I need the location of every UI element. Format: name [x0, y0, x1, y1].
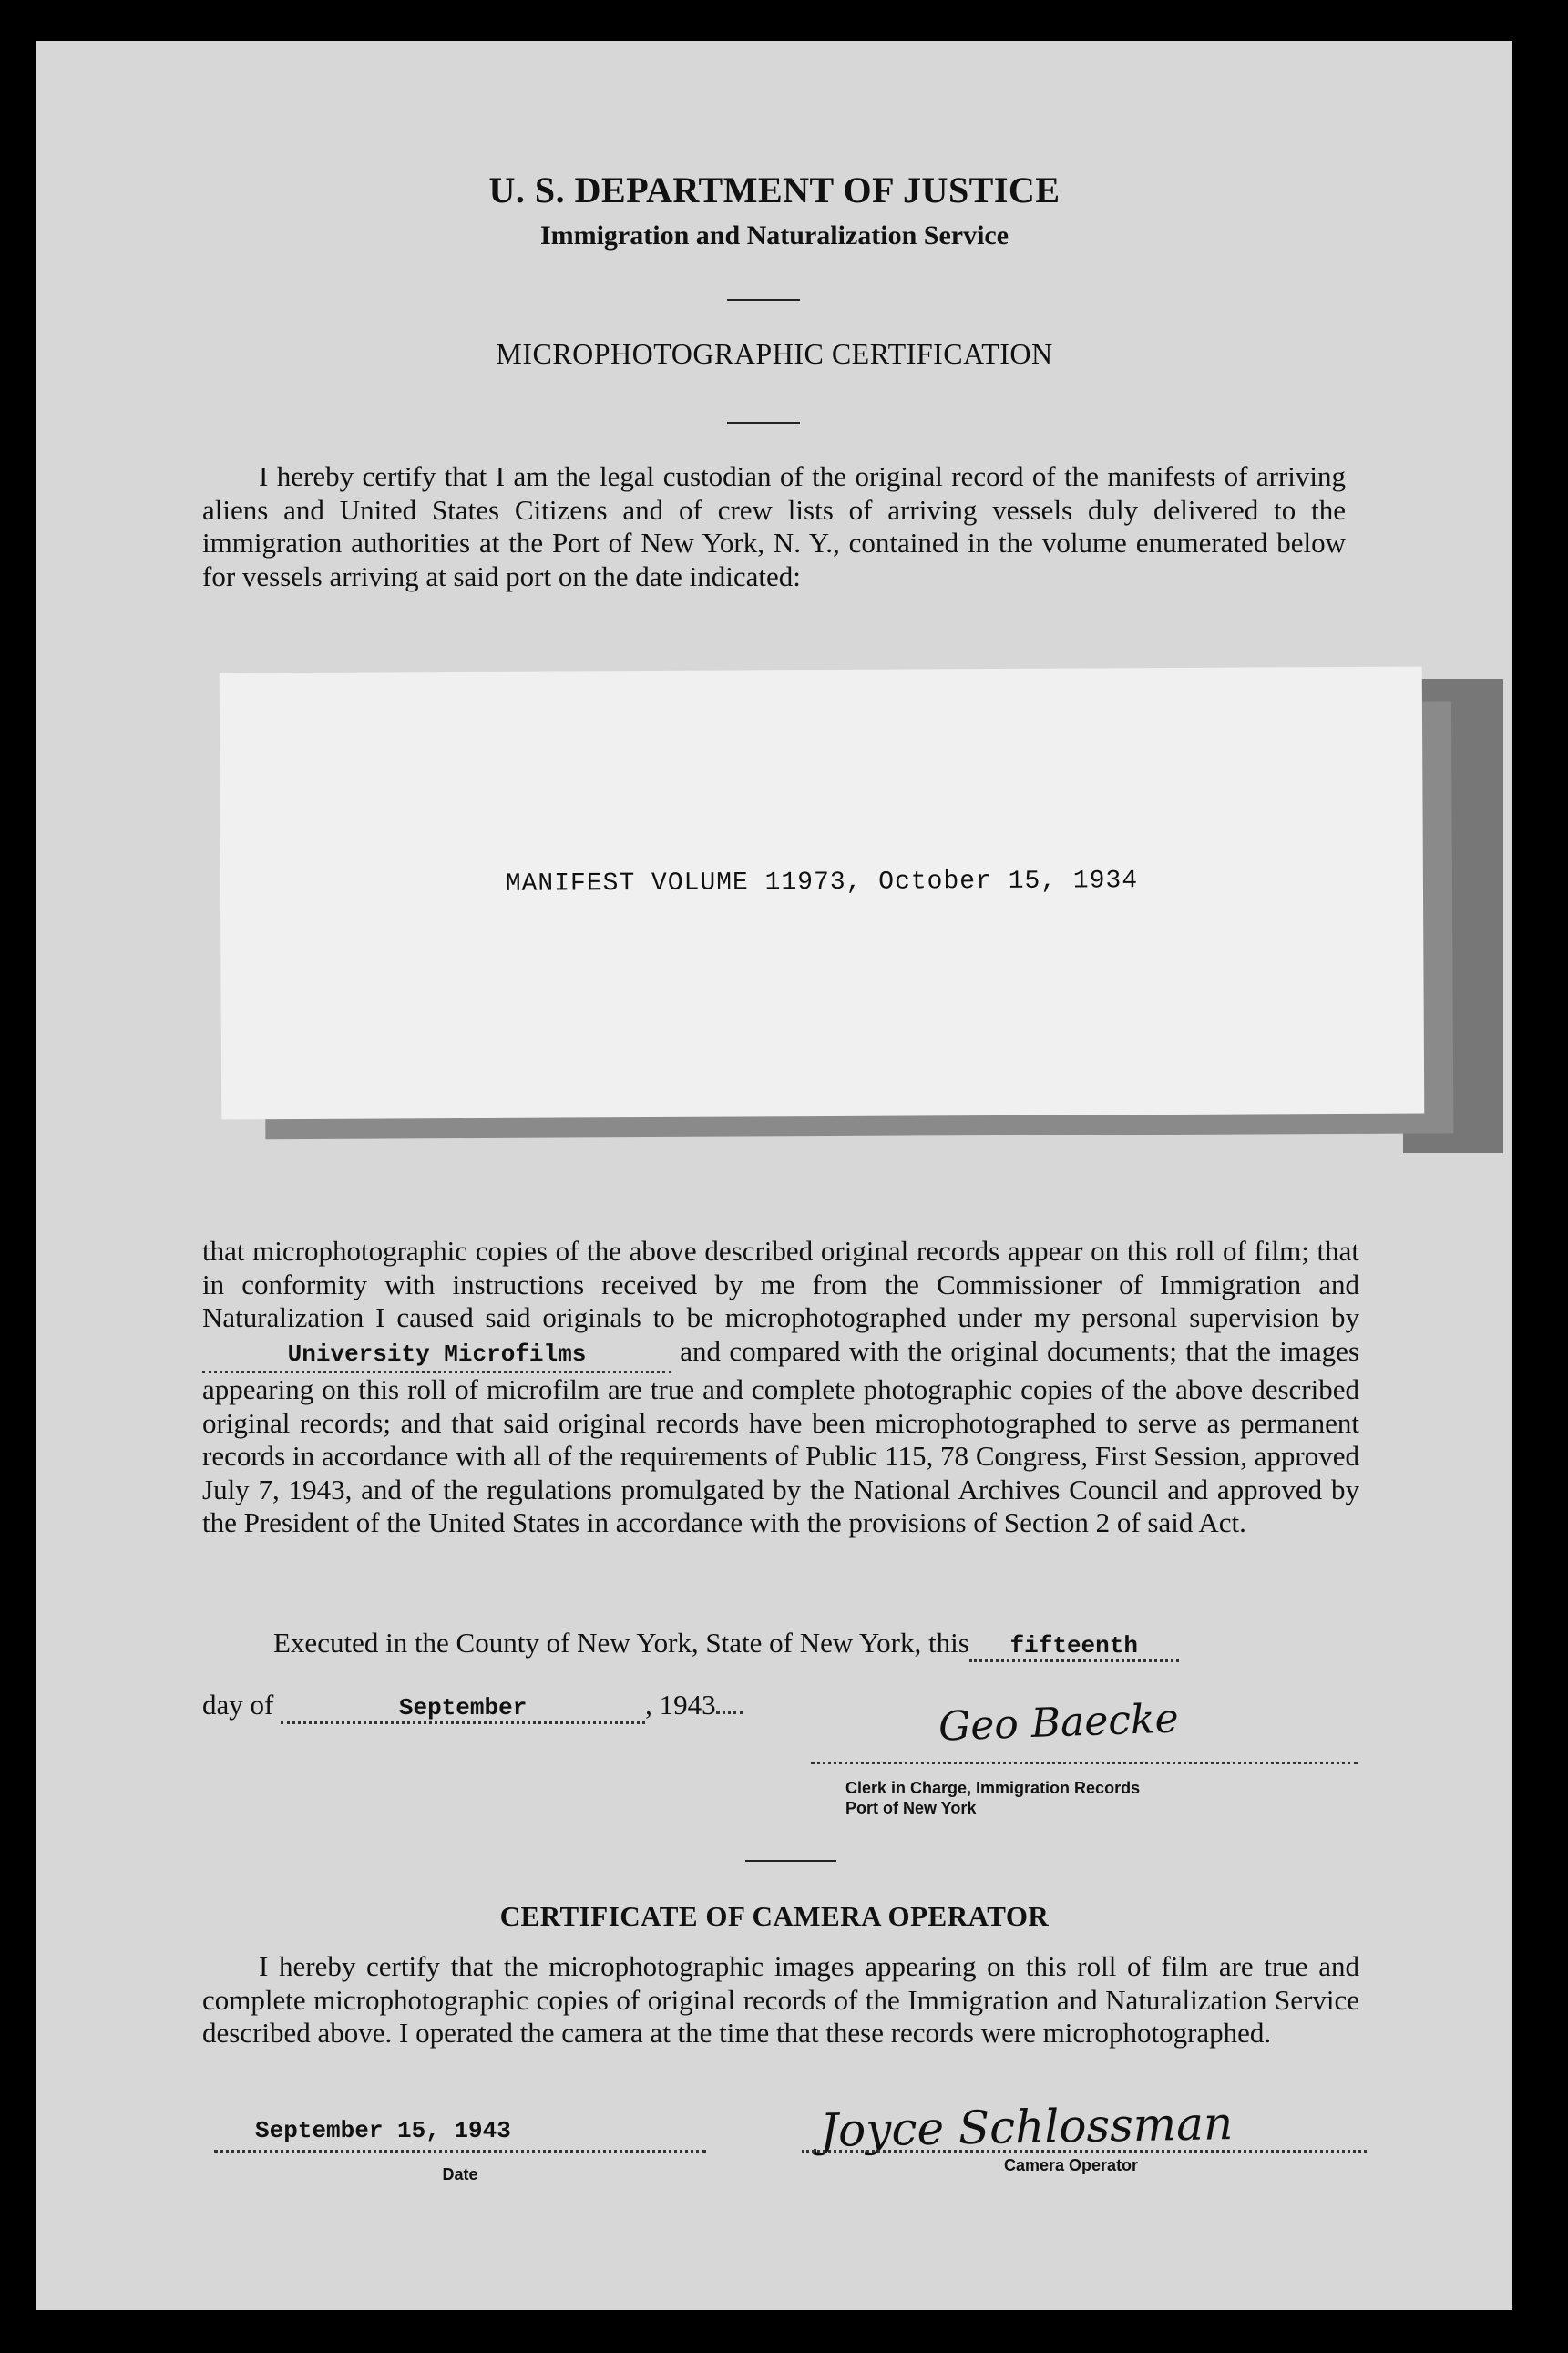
clerk-signature: Geo Baecke: [938, 1695, 1180, 1751]
date-line: [202, 1689, 1022, 1724]
manifest-volume-text: MANIFEST VOLUME 11973, October 15, 1934: [505, 867, 1139, 899]
clerk-title-line1: Clerk in Charge, Immigration Records: [845, 1779, 1141, 1797]
divider: [727, 299, 800, 301]
day-of-label: day of: [202, 1689, 274, 1721]
body-text-part2: and compared with the original documents; that the images appearing on this roll of microfilm are true and complete photographic copies of the above described original records; and that said original records have been microphotographed to serve as permanent records in accordance with all of the requirements of Public 115, 78 Congress, First Session, approved July 7, 1943, and of the regulations promulgated by the National Archives Council and approved by the President of the United States in accordance with the provisions of Section 2 of said Act.: [202, 1334, 1359, 1538]
certification-title: MICROPHOTOGRAPHIC CERTIFICATION: [496, 337, 1053, 370]
divider: [727, 422, 800, 424]
clerk-title-line2: Port of New York: [845, 1799, 977, 1817]
executed-line: [273, 1627, 1367, 1662]
intro-text: I hereby certify that I am the legal custodian of the original record of the manifests of arriving aliens and United States Citizens and of crew lists of arriving vessels duly delivered to the immigration authorities at the Port of New York, N. Y., contained in the volume enumerated below for vessels arriving at said port on the date indicated:: [202, 460, 1346, 592]
supervisor-field: University Microfilms: [202, 1338, 671, 1374]
date-signature-line: [214, 2150, 706, 2153]
camera-certificate-title: CERTIFICATE OF CAMERA OPERATOR: [499, 1900, 1050, 1932]
document-sheet: [36, 41, 1512, 2310]
camera-certificate-text: I hereby certify that the microphotographic images appearing on this roll of film are true and complete microphotographic copies of original records of the Immigration and Naturalization Service described above. I operated the camera at the time that these records were microphotographed.: [202, 1950, 1359, 2049]
service-heading: Immigration and Naturalization Service: [539, 221, 1009, 251]
intro-paragraph: [202, 460, 1346, 593]
clerk-title: [845, 1778, 1140, 1818]
body-paragraph: [202, 1235, 1359, 1540]
certificate-date-value: September 15, 1943: [255, 2117, 511, 2144]
executed-day-field: fifteenth: [969, 1632, 1179, 1662]
operator-signature-line: [802, 2150, 1367, 2153]
camera-certificate-paragraph: [202, 1950, 1359, 2050]
year-text: , 1943: [645, 1689, 716, 1721]
executed-prefix: Executed in the County of New York, State of New York, this: [273, 1627, 969, 1659]
department-heading: U. S. DEPARTMENT OF JUSTICE: [488, 170, 1061, 211]
date-label: Date: [442, 2165, 478, 2183]
divider: [745, 1860, 836, 1862]
month-field: September: [281, 1694, 645, 1724]
body-text-part1: that microphotographic copies of the above described original records appear on this roll of film; that in conformity with instructions received by me from the Commissioner of Immigration and Naturalization I caused said originals to be microphotographed under my personal supervision by: [202, 1235, 1359, 1333]
operator-signature: Joyce Schlossman: [819, 2097, 1234, 2157]
manifest-card: [220, 667, 1425, 1120]
operator-label: Camera Operator: [1004, 2156, 1139, 2174]
clerk-signature-line: [811, 1762, 1358, 1764]
